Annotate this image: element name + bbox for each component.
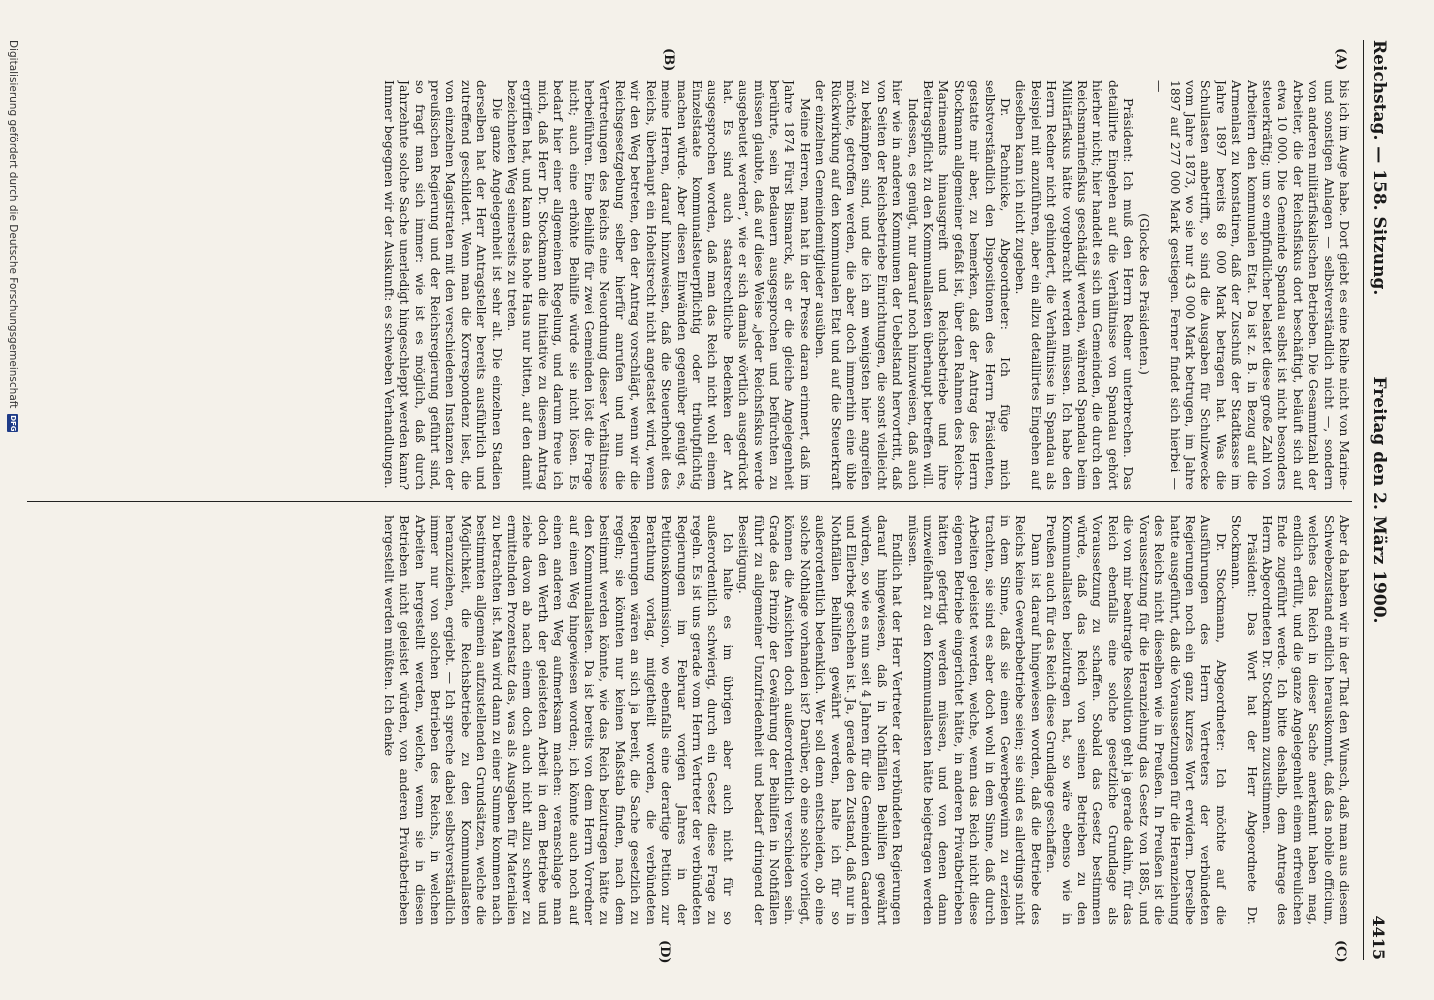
- header-left: Reichstag. — 158. Sitzung.: [1369, 40, 1389, 296]
- paragraph: Präsident: Ich muß den Herrn Redner unterbrechen. Das detaillirte Eingehen auf die Verhältnisse von Spandau gehört hierher nicht; hier handelt es sich um Gemeinden, die durch den Reichsmarinefiskus geschädigt werden, während Spandau beim Militärfiskus hätte vorgebracht werden müssen. Ich habe den Herrn Redner nicht gehindert, die Verhältnisse in Spandau als Beispiel mit anzuführen, aber ein allzu detaillirtes Eingehen auf dieselben kann ich nicht zugeben.: [1013, 80, 1137, 490]
- paragraph: Dr. Stockmann, Abgeordneter: Ich möchte auf die Ausführungen des Herrn Vertreters der verbündeten Regierungen noch ein ganz kurzes Wort erwidern. Derselbe hatte ausgeführt, daß die Voraussetzungen für die Heranziehung des Reichs nicht dieselben wie in Preußen. In Preußen ist die Voraussetzung für die Heranziehung das Gesetz von 1885, und die von mir beantragte Resolution geht ja gerade dahin, für das Reich ebenfalls eine solche gesetzliche Grundlage als Voraussetzung zu schaffen. Sobald das Gesetz bestimmen würde, daß das Reich von seinen Betrieben zu den Kommunallasten beizutragen hat, so wäre ebenso wie in Preußen auch für das Reich diese Grundlage geschaffen.: [1044, 515, 1229, 925]
- credit-text: Digitalisierung gefördert durch die Deutsche Forschungsgemeinschaft: [7, 40, 19, 409]
- stage-direction: (Glocke des Präsidenten.): [1136, 213, 1152, 375]
- digitization-credit: [4, 40, 22, 960]
- paragraph: Meine Herren, man hat in der Presse daran erinnert, daß im Jahre 1874 Fürst Bismarck, als er die gleiche Angelegenheit berührte, sein Bedauern ausgesprochen und befürchten zu müssen glaubte, daß auf diese Weise „jeder Reichsfiskus werde ausgebeutet werden“, wie er sich damals wörtlich ausgedrückt hat. Es sind auch staatsrechtliche Bedenken der Art ausgesprochen worden, daß man das Reich nicht wohl einem Einzelstaate kommunalsteuerpflichtig oder tributpflichtig machen würde. Aber diesen Einwänden gegenüber genügt es, meine Herren, darauf hinzuweisen, daß die Steuerhoheit des Reichs, überhaupt ein Hoheitsrecht nicht angetastet wird, wenn wir den Weg betreten, den der Antrag vorschlägt, wenn wir die Reichsgesetzgebung selber hierfür anrufen und nun die Vertretungen des Reichs eine Neuordnung dieser Verhältnisse herbeiführen. Eine Beihilfe für zwei Gemeinden löst die Frage nicht; auch eine erhöhte Beihilfe würde sie nicht lösen. Es bedarf hier einer allgemeinen Regelung, und darum freue ich mich, daß Herr Dr. Stockmann die Initiative zu diesem Antrag ergriffen hat, und kann das hohe Haus nur bitten, auf den damit bezeichneten Weg seinerseits zu treten.: [505, 80, 813, 490]
- left-column: [27, 80, 1352, 490]
- page-header: [1363, 40, 1394, 960]
- paragraph: bis ich im Auge habe. Dort giebt es eine Reihe nicht von Marine- und sonstigen Anlagen — selbstverständlich nicht —, sondern von anderen militärfiskalischen Betrieben. Die Gesammtzahl der Arbeiter, die der Reichsfiskus dort beschäftigt, beläuft sich auf etwa 10 000. Die Gemeinde Spandau selbst ist nicht besonders steuerkräftig; um so empfindlicher belastet diese große Zahl von Arbeitern den kommunalen Etat. Da ist z. B. in Bezug auf die Armenlast zu konstatiren, daß der Zuschuß der Stadtkasse im Jahre 1897 bereits 68 000 Mark betragen hat. Was die Schullasten anbetrifft, so sind die Ausgaben für Schulzwecke vom Jahre 1873, wo sie nur 43 000 Mark betrugen, im Jahre 1897 auf 277 000 Mark gestiegen. Ferner findet sich hierbei — —: [1152, 80, 1352, 490]
- paragraph: Dr. Pachnicke, Abgeordneter: Ich füge mich selbstverständlich den Dispositionen des Herrn Präsidenten, gestatte mir aber, zu bemerken, daß der Antrag des Herrn Stockmann allgemeiner gefaßt ist, über den Rahmen des Reichs-Marineamts hinausgreift und Reichsbetriebe und ihre Beitragspflicht zu den Kommunallasten überhaupt betreffen will.: [921, 80, 1014, 490]
- paragraph: Die ganze Angelegenheit ist sehr alt. Die einzelnen Stadien derselben hat der Herr Antragsteller bereits ausführlich und zutreffend geschildert. Wenn man die Korrespondenz liest, die von einzelnen Magistraten mit den verschiedenen Instanzen der preußischen Regierung und der Reichsregierung geführt sind, so fragt man sich immer: wie ist es möglich, daß durch Jahrzehnte solche Sache unerledigt hingeschleppt werden kann? Immer begegnen wir der Auskunft: es schweben Verhandlungen.: [381, 80, 505, 490]
- paragraph: Indessen, es genügt, nur darauf noch hinzuweisen, daß auch hier wie in anderen Kommunen der Uebelstand hervortritt, daß von Seiten der Reichsbetriebe Einrichtungen, die sonst vielleicht zu bekämpfen sind, und die ich am wenigsten hier angreifen möchte, getroffen werden, die aber doch immerhin eine üble Rückwirkung auf den kommunalen Etat und auf die Steuerkraft der einzelnen Gemeindemitglieder ausüben.: [813, 80, 921, 490]
- margin-mark-a: (A): [1333, 48, 1348, 71]
- paragraph: Endlich hat der Herr Vertreter der verbündeten Regierungen darauf hingewiesen, daß in Nothfällen Beihilfen gewährt würden, so wie es nun seit 4 Jahren für die Gemeinden Gaarden und Ellerbek geschehen ist. Ja, gerade den Zustand, daß nur in Nothfällen Beihilfen gewährt werden, halte ich für so außerordentlich bedenklich. Wer soll denn entscheiden, ob eine solche Nothlage vorhanden ist? Darüber, ob eine solche vorliegt, können die Ansichten doch außerordentlich verschieden sein. Grade das Prinzip der Gewährung der Beihilfen in Nothfällen führt zu allgemeiner Unzufriedenheit und bedarf dringend der Beseitigung.: [736, 515, 906, 925]
- header-date: Freitag den 2. März 1900.: [1369, 376, 1389, 624]
- column-divider: [27, 501, 1352, 502]
- paragraph: Aber da haben wir in der That den Wunsch, daß man aus diesem Schwebezustand endlich herauskommt, daß das nobile officium, welches das Reich in dieser Sache anerkannt haben mag, endlich erfüllt, und die ganze Angelegenheit einem erfreulichen Ende zugeführt werde. Ich bitte deshalb, dem Antrage des Herrn Abgeordneten Dr. Stockmann zuzustimmen.: [1259, 515, 1352, 925]
- paragraph: Ich halte es im übrigen aber auch nicht für so außerordentlich schwierig, durch ein Gesetz diese Frage zu regeln. Es ist uns gerade vom Herrn Vertreter der verbündeten Regierungen im Februar vorigen Jahres in der Petitionskommission, wo ebenfalls eine derartige Petition zur Berathung vorlag, mitgetheilt worden, die verbündeten Regierungen wären an sich ja bereit, die Sache gesetzlich zu regeln; sie könnten nur keinen Maßstab finden, nach dem bestimmt werden könnte, wie das Reich beizutragen hätte zu den Kommunallasten. Da ist bereits von dem Herrn Vorredner auf einen Weg hingewiesen worden; ich könnte auch noch auf einen anderen Weg aufmerksam machen: veranschlage man doch den Werth der geleisteten Arbeit in dem Betriebe und ziehe davon ab nach einem doch auch nicht allzu schwer zu ermittelnden Prozentsatz das, was als Ausgaben für Materialien zu betrachten ist. Man wird dann zu einer Summe kommen nach bestimmten allgemein aufzustellenden Grundsätzen, welche die Möglichkeit, die Reichsbetriebe zu den Kommunallasten heranzuziehen, ergiebt. — Ich spreche dabei selbstverständlich immer nur von solchen Betrieben des Reichs, in welchen Arbeiten hergestellt werden, welche, wenn sie in diesen Betrieben nicht geleistet würden, von anderen Privatbetrieben hergestellt werden müßten. Ich denke: [381, 515, 736, 925]
- page-number: 4415: [1369, 915, 1389, 960]
- margin-mark-d: (D): [657, 940, 672, 964]
- dfg-logo-icon: DFG: [9, 415, 18, 432]
- margin-mark-b: (B): [661, 48, 676, 72]
- paragraph: Dann ist darauf hingewiesen worden, daß die Betriebe des Reichs keine Gewerbebetriebe seien; sie sind es allerdings nicht in dem Sinne, daß sie einen Gewerbegewinn zu erzielen trachten, sie sind es aber doch wohl in dem Sinne, daß durch Arbeiten geleistet werden, welche, wenn das Reich nicht diese eigenen Betriebe eingerichtet hätte, in anderen Privatbetrieben hätten gefertigt werden müssen, und von denen dann unzweifelhaft zu den Kommunallasten hätte beigetragen werden müssen.: [905, 515, 1044, 925]
- paragraph: Präsident: Das Wort hat der Herr Abgeordnete Dr. Stockmann.: [1229, 515, 1260, 925]
- right-column: [27, 515, 1352, 925]
- margin-mark-c: (C): [1333, 940, 1348, 963]
